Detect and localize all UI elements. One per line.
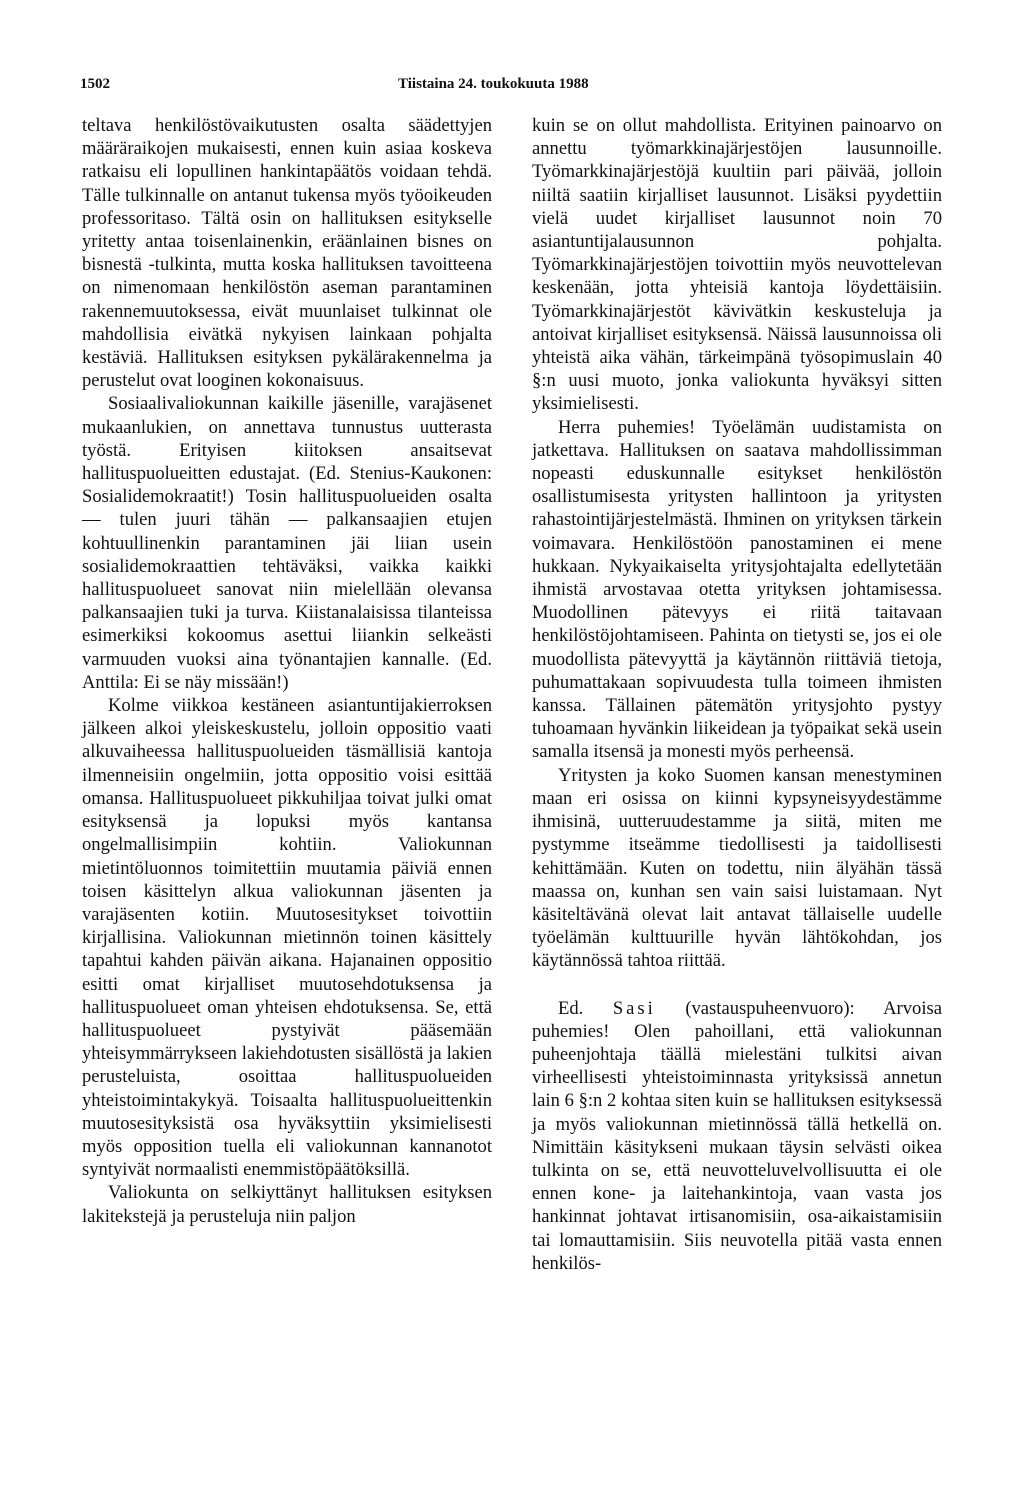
page-number: 1502	[80, 76, 110, 92]
paragraph: Sosiaalivaliokunnan kaikille jäsenille, varajäsenet mukaanlukien, on annettava tunnustus uutterasta työstä. Erityisen kiitoksen ansaitsevat hallituspuolueitten edustajat. (Ed. Stenius-Kaukonen: Sosialidemokraatit!) Tosin hallituspuolueiden osalta — tulen juuri tähän — palkansaajien etujen kohtuullinenkin parantaminen jäi liian usein sosialidemokraattien tehtäväksi, vaikka kaikki hallituspuolueet sanovat niin mielellään olevansa palkansaajien tuki ja turva. Kiistanalaisissa tilanteissa esimerkiksi kokoomus asettui liiankin selkeästi varmuuden vuoksi aina työnantajien kannalle. (Ed. Anttila: Ei se näy missään!)	[82, 393, 492, 693]
paragraph: Kolme viikkoa kestäneen asiantuntijakierroksen jälkeen alkoi yleiskeskustelu, jolloin oppositio vaati alkuvaiheessa hallituspuolueiden täsmällisiä kantoja ilmenneisiin ongelmiin, jotta oppositio voisi esittää omansa. Hallituspuolueet pikkuhiljaa toivat julki omat esityksensä ja lopuksi myös kantansa ongelmallisimpiin kohtiin. Valiokunnan mietintöluonnos toimitettiin muutamia päiviä ennen toisen käsittelyn alkua valiokunnan jäsenten ja varajäsenten kotiin. Muutosesitykset toivottiin kirjallisina. Valiokunnan mietinnön toinen käsittely tapahtui kahden päivän aikana. Hajanainen oppositio esitti omat kirjalliset muutosehdotuksensa ja hallituspuolueet oman yhteisen ehdotuksensa. Se, että hallituspuolueet pystyivät pääsemään yhteisymmärrykseen lakiehdotusten sisällöstä ja lakien perusteluista, osoittaa hallituspuolueiden yhteistoimintakykyä. Toisaalta hallituspuolueittenkin muutosesityksistä osa hyväksyttiin yksimielisesti myös opposition tuella eli valiokunnan kannanotot syntyivät normaalisti enemmistöpäätöksillä.	[82, 695, 492, 1181]
paragraph: Herra puhemies! Työelämän uudistamista on jatkettava. Hallituksen on saatava mahdollissimman nopeasti eduskunnalle esitykset henkilöstön osallistumisesta yritysten hallintoon ja yritysten rahastointijärjestelmästä. Ihminen on yrityksen tärkein voimavara. Henkilöstöön panostaminen ei mene hukkaan. Nykyaikaiselta yritysjohtajalta edellytetään ihmistä arvostavaa otetta yrityksen johtamisessa. Muodollinen pätevyys ei riitä taitavaan henkilöstöjohtamiseen. Pahinta on tietysti se, jos ei ole muodollista pätevyyttä ja käytännön riittäviä tietoja, puhumattakaan sopivuudesta tulla toimeen ihmisten kanssa. Tällainen pätemätön yritysjohto pystyy tuhoamaan hyvänkin liikeidean ja työpaikat sekä usein samalla itsensä ja monesti myös perheensä.	[532, 416, 942, 763]
speech-paragraph	[532, 997, 942, 1275]
paragraph: teltava henkilöstövaikutusten osalta säädettyjen määräraikojen mukaisesti, ennen kuin asiaa koskeva ratkaisu eli lopullinen hankintapäätös voidaan tehdä. Tälle tulkinnalle on antanut tukensa myös työoikeuden professoritaso. Tältä osin on hallituksen esitykselle yritetty antaa toisenlainenkin, eräänlainen bisnes on bisnestä -tulkinta, mutta koska hallituksen tavoitteena on nimenomaan henkilöstön aseman parantaminen rakennemuutoksessa, eivät muunlaiset tulkinnat ole mahdollisia eivätkä nykyisen lainkaan pohjalta kestäviä. Hallituksen esityksen pykälärakennelma ja perustelut ovat looginen kokonaisuus.	[82, 115, 492, 392]
left-column	[82, 114, 492, 1228]
paragraph: Yritysten ja koko Suomen kansan menestyminen maan eri osissa on kiinni kypsyneisyydestämme ihmisinä, uutteruudestamme ja siitä, miten me pystymme itseämme tiedollisesti ja taidollisesti kehittämään. Kuten on todettu, niin älyähän tässä maassa on, kunhan sen vain saisi luistamaan. Nyt käsiteltävänä olevat lait antavat tällaiselle uudelle työelämän kulttuurille hyvän lähtökohdan, jos käytännössä tahtoa riittää.	[532, 764, 942, 972]
page-header	[80, 76, 934, 102]
paragraph: Valiokunta on selkiyttänyt hallituksen esityksen lakitekstejä ja perusteluja niin paljon	[82, 1182, 492, 1227]
speech-text: (vastauspuheenvuoro): Arvoisa puhemies! Olen pahoillani, että valiokunnan puheenjohtaja täällä mielestäni tulkitsi aivan virheellisesti yhteistoiminnasta yrityksissä annetun lain 6 §:n 2 kohtaa siten kuin se hallituksen esityksessä ja myös valiokunnan mietinnössä tällä hetkellä on. Nimittäin käsitykseni mukaan täysin selvästi oikea tulkinta on se, että neuvotteluvelvollisuutta ei ole ennen kone- ja laitehankintoja, vaan vasta jos hankinnat johtavat irtisanomisiin, osa-aikaistamisiin tai lomauttamisiin. Siis neuvotella pitää vasta ennen henkilös-	[532, 997, 943, 1274]
session-date: Tiistaina 24. toukokuuta 1988	[398, 76, 589, 92]
speaker-prefix: Ed.	[558, 997, 584, 1019]
speaker-name: Sasi	[612, 997, 656, 1019]
right-column	[532, 114, 942, 1275]
paragraph: kuin se on ollut mahdollista. Erityinen painoarvo on annettu työmarkkinajärjestöjen lausunnoille. Työmarkkinajärjestöjä kuultiin pari päivää, jolloin niiltä saatiin kirjalliset lausunnot. Lisäksi pyydettiin vielä uudet kirjalliset lausunnot noin 70 asiantuntijalausunnon pohjalta. Työmarkkinajärjestöjen toivottiin myös neuvottelevan keskenään, jotta yhteisiä kantoja löydettäisiin. Työmarkkinajärjestöt kävivätkin keskusteluja ja antoivat kirjalliset esityksensä. Näissä lausunnoissa oli yhteistä aika vähän, tärkeimpänä työsopimuslain 40 §:n uusi muoto, jonka valiokunta hyväksyi sitten yksimielisesti.	[532, 115, 942, 415]
